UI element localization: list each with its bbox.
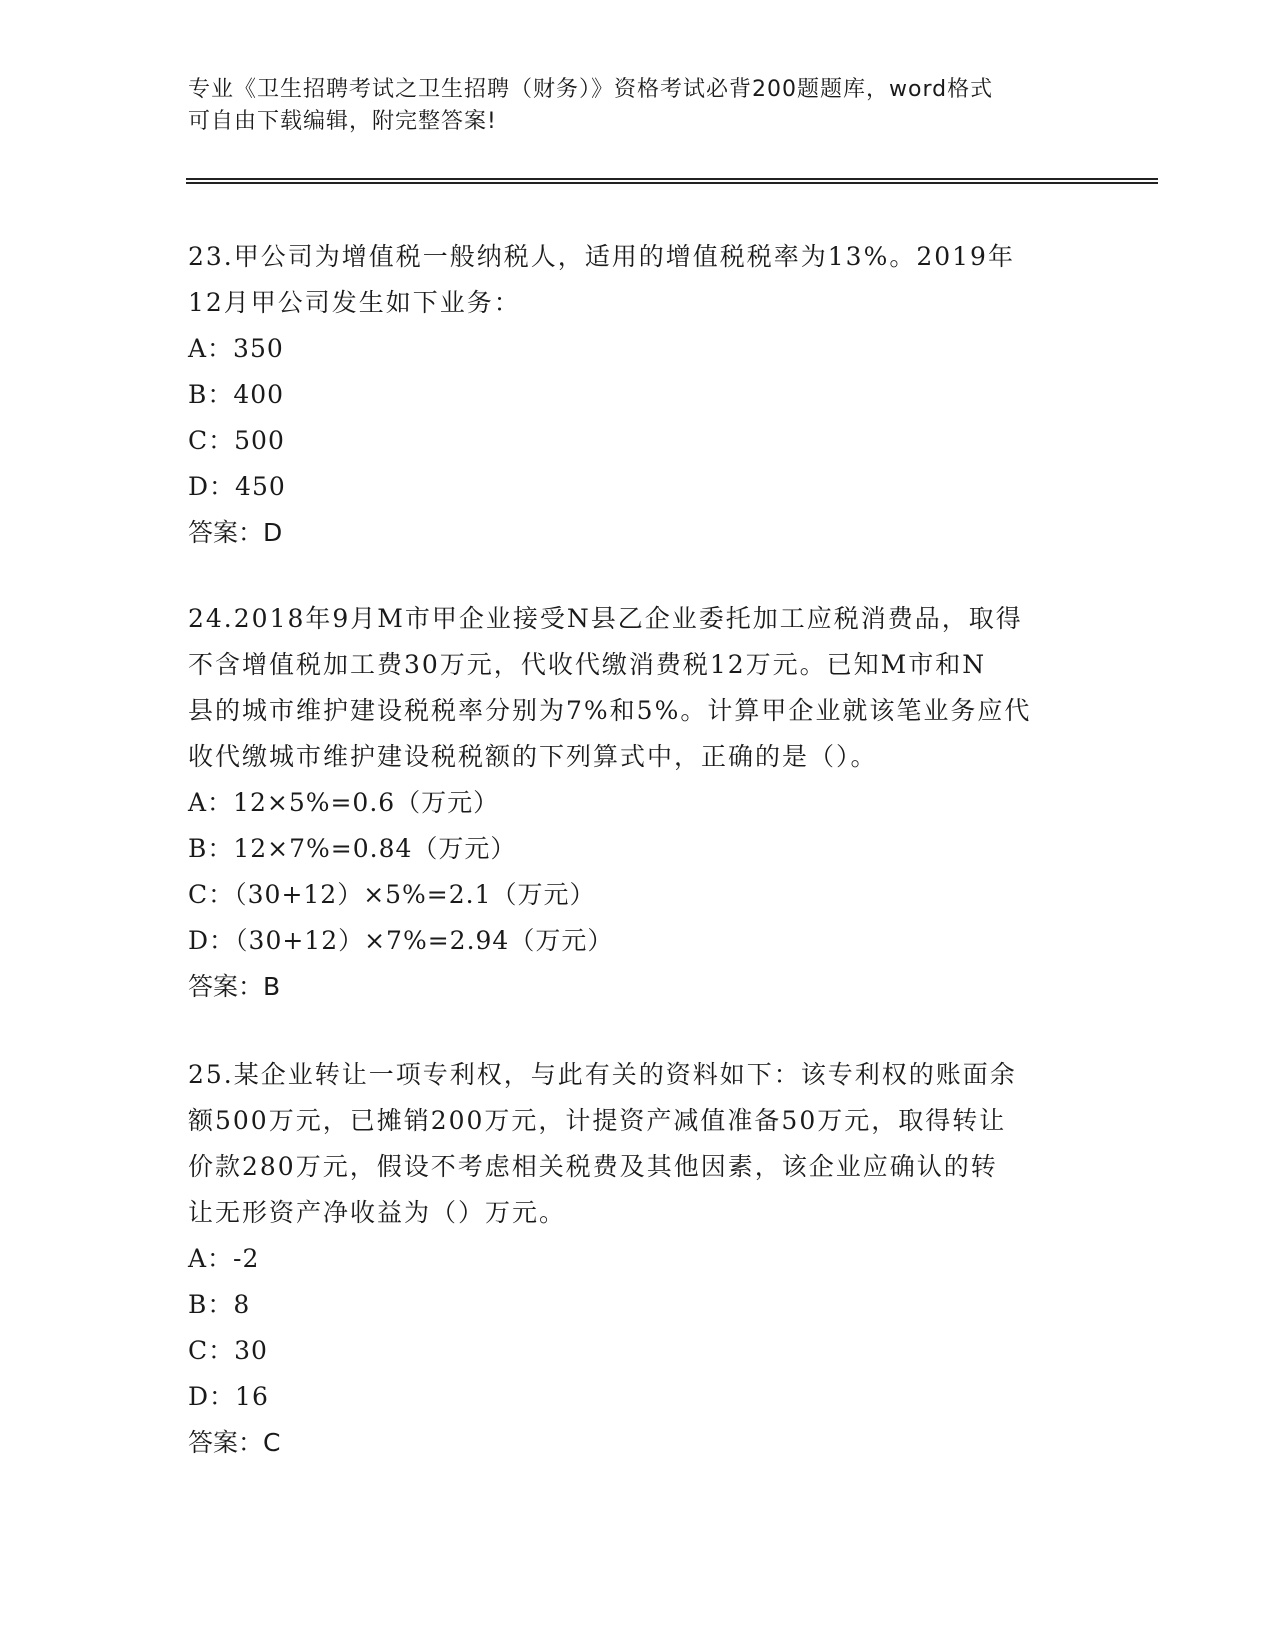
option-b: B：400 xyxy=(188,380,285,409)
option-d: D：16 xyxy=(188,1382,269,1411)
option-list xyxy=(188,326,1088,510)
question-25 xyxy=(188,1052,1088,1466)
option-a: A：350 xyxy=(188,334,284,363)
option-list xyxy=(188,1236,1088,1420)
option-d: D：（30+12）×7%=2.94（万元） xyxy=(188,926,614,955)
header-divider xyxy=(186,178,1158,184)
question-23 xyxy=(188,234,1088,556)
stem-line: 不含增值税加工费30万元，代收代缴消费税12万元。已知M市和N xyxy=(188,650,987,679)
question-stem xyxy=(188,596,1088,780)
stem-line: 12月甲公司发生如下业务： xyxy=(188,288,521,317)
option-c: C：30 xyxy=(188,1336,268,1365)
option-c: C：500 xyxy=(188,426,285,455)
answer-line: 答案：C xyxy=(188,1428,281,1457)
question-stem xyxy=(188,1052,1088,1236)
option-a: A：12×5%=0.6（万元） xyxy=(188,788,500,817)
stem-line: 价款280万元，假设不考虑相关税费及其他因素，该企业应确认的转 xyxy=(188,1152,998,1181)
stem-line: 23.甲公司为增值税一般纳税人，适用的增值税税率为13%。2019年 xyxy=(188,242,1015,271)
question-stem xyxy=(188,234,1088,326)
option-c: C：（30+12）×5%=2.1（万元） xyxy=(188,880,596,909)
answer-line: 答案：D xyxy=(188,518,283,547)
answer-line: 答案：B xyxy=(188,972,281,1001)
question-24 xyxy=(188,596,1088,1010)
stem-line: 25.某企业转让一项专利权，与此有关的资料如下：该专利权的账面余 xyxy=(188,1060,1017,1089)
stem-line: 24.2018年9月M市甲企业接受N县乙企业委托加工应税消费品，取得 xyxy=(188,604,1023,633)
option-b: B：8 xyxy=(188,1290,251,1319)
header-line-1: 专业《卫生招聘考试之卫生招聘（财务）》资格考试必背200题题库，word格式 xyxy=(188,77,994,102)
stem-line: 县的城市维护建设税税率分别为7%和5%。计算甲企业就该笔业务应代 xyxy=(188,696,1032,725)
header-line-2: 可自由下载编辑，附完整答案! xyxy=(188,109,497,134)
option-d: D：450 xyxy=(188,472,286,501)
stem-line: 额500万元，已摊销200万元，计提资产减值准备50万元，取得转让 xyxy=(188,1106,1007,1135)
option-list xyxy=(188,780,1088,964)
stem-line: 让无形资产净收益为（）万元。 xyxy=(188,1198,567,1227)
document-header xyxy=(188,74,1068,138)
option-a: A：-2 xyxy=(188,1244,260,1273)
stem-line: 收代缴城市维护建设税税额的下列算式中，正确的是（）。 xyxy=(188,742,878,771)
option-b: B：12×7%=0.84（万元） xyxy=(188,834,517,863)
